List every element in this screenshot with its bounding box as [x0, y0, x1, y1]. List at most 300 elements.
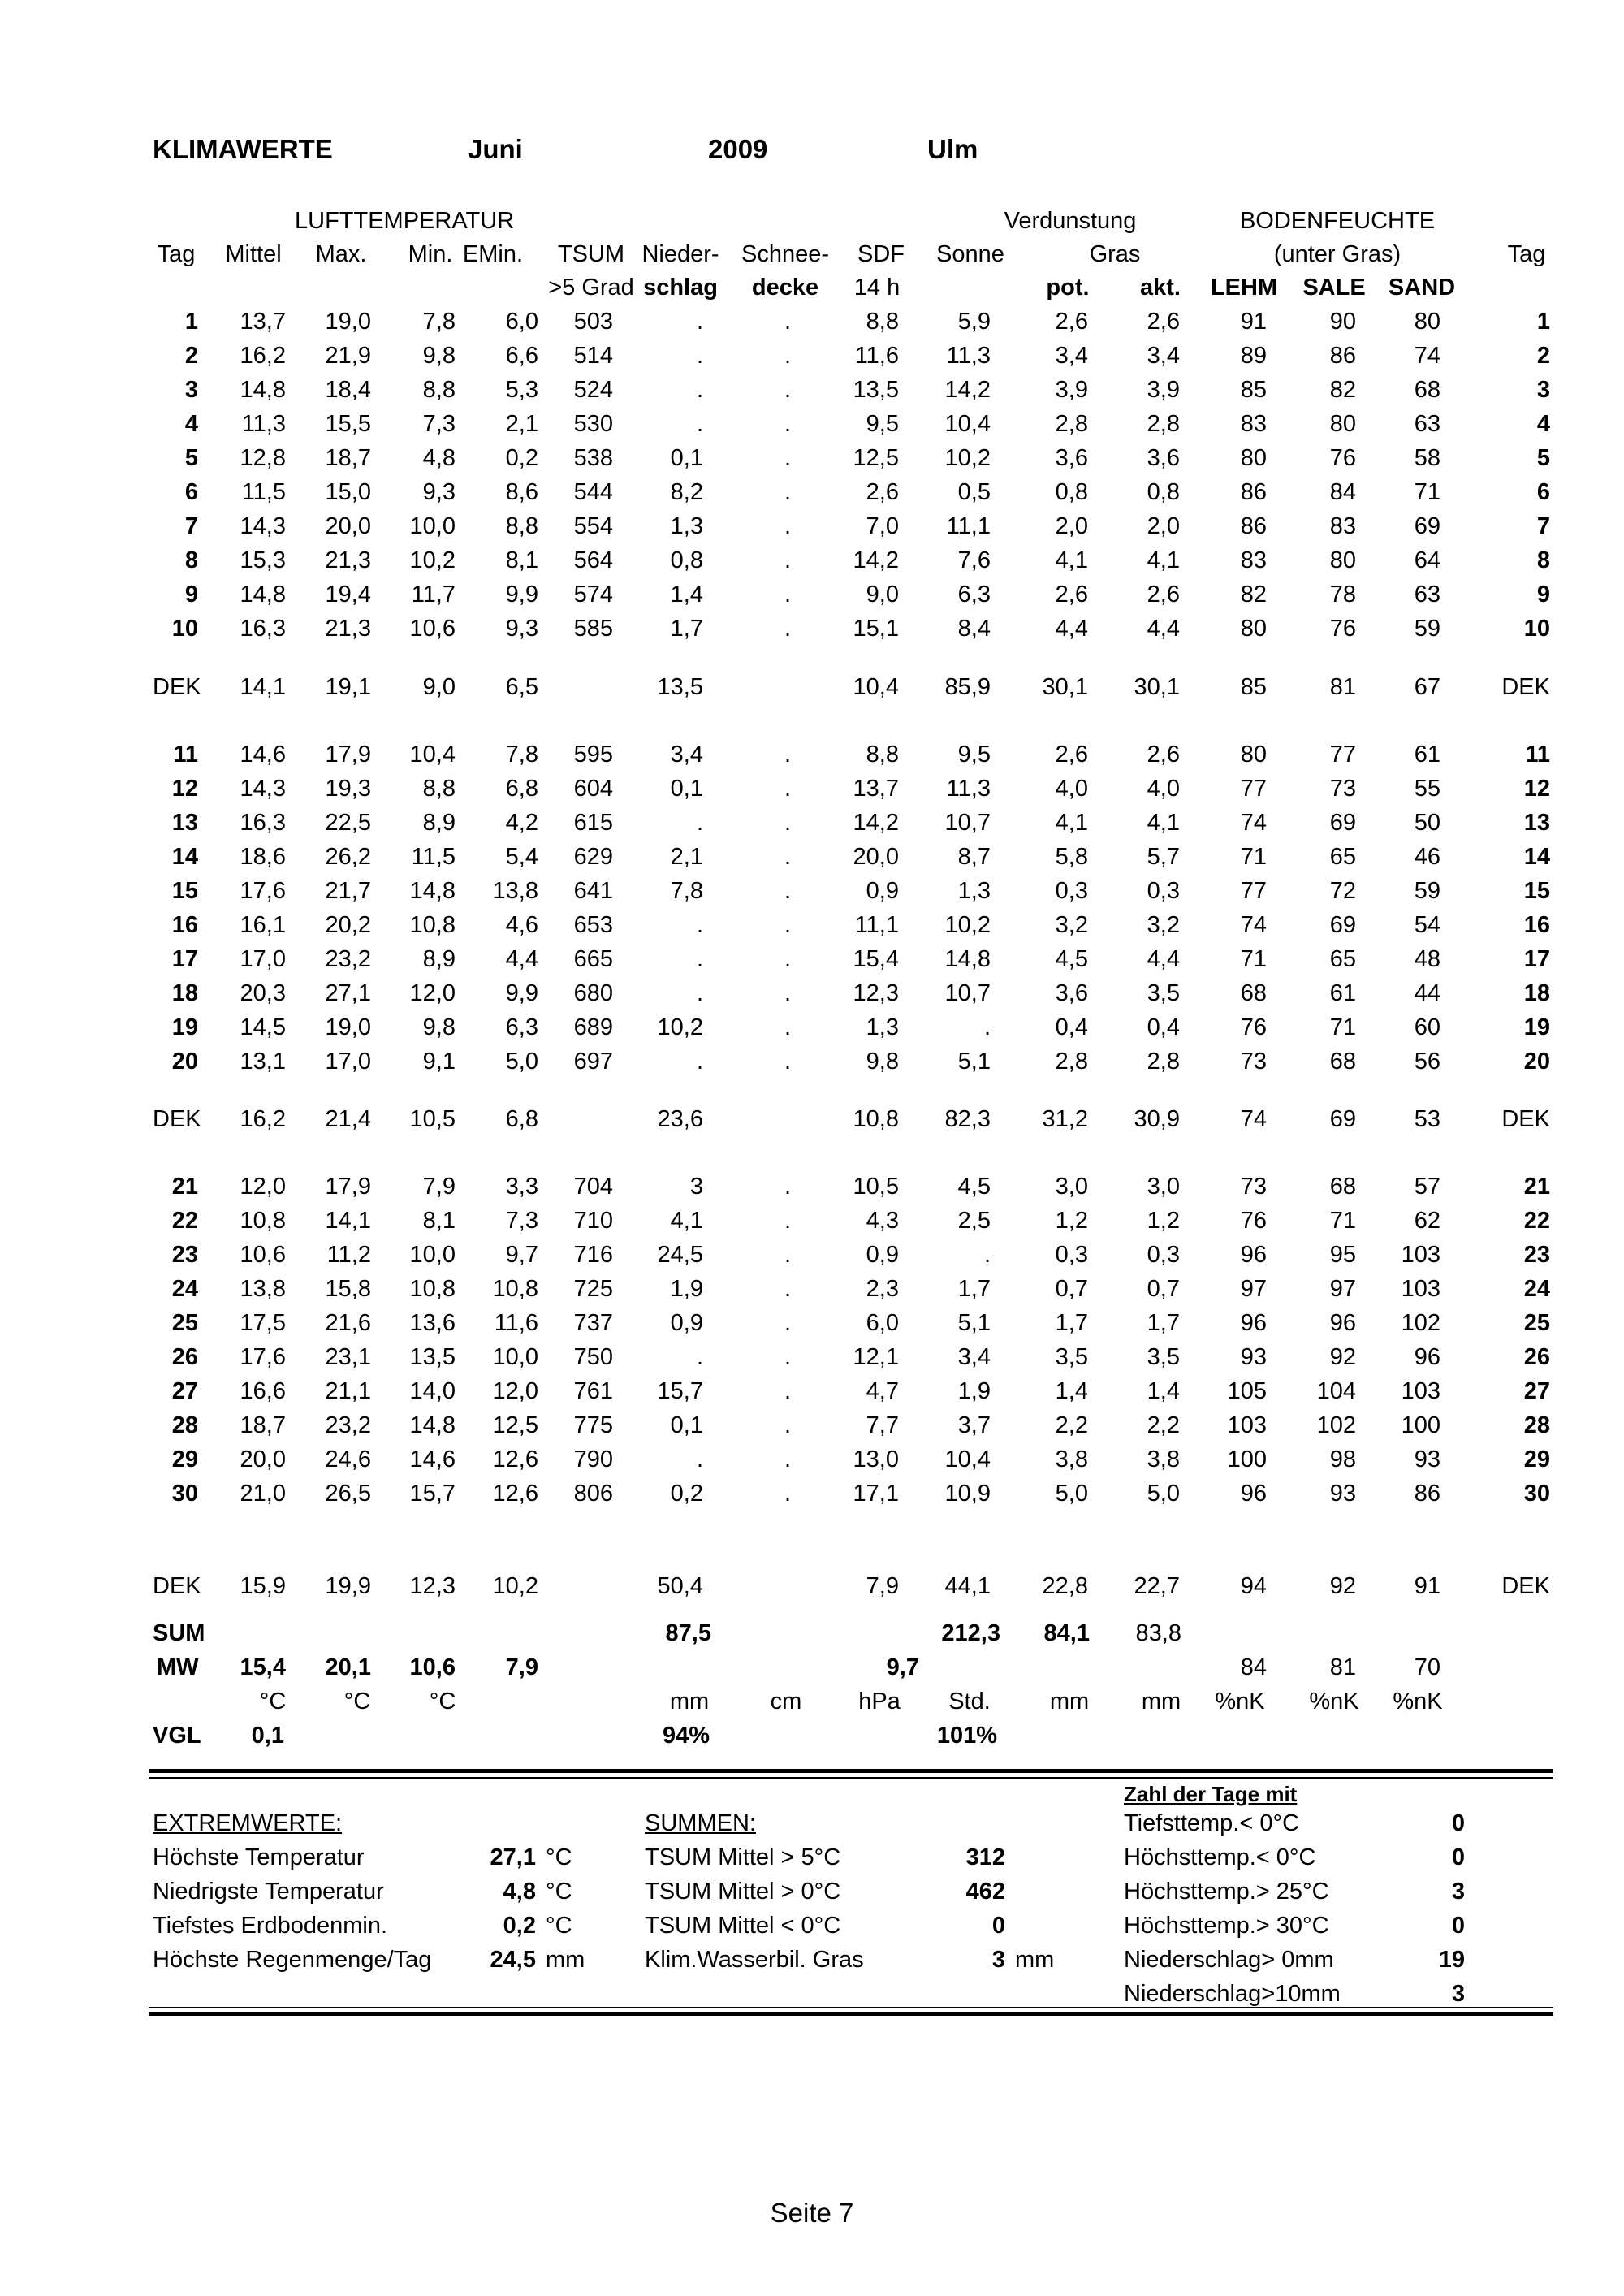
cell-sale: 68 [1329, 1049, 1356, 1074]
cell-niederschlag: . [696, 377, 703, 403]
cell-tsum: 775 [573, 1412, 613, 1438]
cell-max: 15,0 [325, 479, 371, 505]
cell-tsum: 604 [573, 776, 613, 802]
cell-lehm: 85 [1240, 674, 1267, 700]
cell-lehm: 68 [1240, 980, 1267, 1006]
cell-sale: 65 [1329, 946, 1356, 972]
sum-pot: 84,1 [1043, 1620, 1090, 1646]
cell-mittel: 16,6 [240, 1378, 286, 1404]
cell-sdf: 10,4 [853, 674, 899, 700]
header-schnee: Schnee- [741, 241, 830, 267]
cell-verdunstung-pot: 1,4 [1055, 1378, 1088, 1404]
cell-sdf: 2,6 [866, 479, 899, 505]
cell-schneedecke: . [784, 411, 792, 437]
unit-mittel: °C [259, 1688, 287, 1714]
cell-sale: 82 [1329, 377, 1356, 403]
cell-mittel: 14,8 [240, 582, 286, 608]
cell-verdunstung-akt: 5,0 [1147, 1481, 1180, 1507]
cell-tag-right: 16 [1523, 912, 1550, 938]
cell-verdunstung-akt: 0,4 [1147, 1014, 1180, 1040]
cell-tag: 8 [184, 547, 198, 573]
cell-max: 15,8 [325, 1276, 371, 1302]
divider-bottom-thin [149, 2007, 1553, 2008]
cell-tag-right: 25 [1523, 1310, 1550, 1336]
title-label: KLIMAWERTE [153, 134, 333, 164]
cell-sdf: 12,3 [853, 980, 899, 1006]
cell-verdunstung-pot: 5,0 [1055, 1481, 1088, 1507]
cell-verdunstung-pot: 3,6 [1055, 445, 1088, 471]
cell-niederschlag: . [696, 912, 703, 938]
cell-min: 13,5 [409, 1344, 456, 1370]
cell-verdunstung-akt: 22,7 [1134, 1573, 1180, 1599]
cell-sdf: 7,0 [866, 513, 899, 539]
summen-value: 0 [991, 1913, 1005, 1939]
cell-sdf: 9,0 [866, 582, 899, 608]
cell-emin: 4,4 [505, 946, 538, 972]
cell-min: 12,3 [409, 1573, 456, 1599]
cell-lehm: 77 [1240, 776, 1267, 802]
cell-tag: 18 [171, 980, 198, 1006]
cell-mittel: 16,3 [240, 616, 286, 642]
cell-schneedecke: . [784, 513, 792, 539]
cell-sand: 55 [1414, 776, 1440, 802]
cell-tag-right: 1 [1536, 309, 1550, 335]
cell-min: 10,8 [409, 912, 456, 938]
cell-niederschlag: . [696, 411, 703, 437]
cell-min: 8,9 [422, 946, 456, 972]
cell-tag: 10 [171, 616, 198, 642]
unit-sale: %nK [1309, 1688, 1359, 1714]
cell-min: 14,6 [409, 1446, 456, 1472]
cell-sale: 65 [1329, 844, 1356, 870]
cell-schneedecke: . [784, 547, 792, 573]
cell-tag-right: 3 [1536, 377, 1550, 403]
cell-max: 19,9 [325, 1573, 371, 1599]
cell-verdunstung-akt: 3,9 [1147, 377, 1180, 403]
mw-emin: 7,9 [505, 1654, 538, 1680]
cell-tag: 21 [171, 1174, 198, 1200]
cell-sonne: 10,9 [944, 1481, 991, 1507]
cell-tag: 30 [171, 1481, 198, 1507]
cell-verdunstung-akt: 0,3 [1147, 878, 1180, 904]
cell-mittel: 12,0 [240, 1174, 286, 1200]
cell-verdunstung-akt: 2,6 [1147, 742, 1180, 767]
cell-lehm: 74 [1240, 912, 1267, 938]
cell-min: 10,8 [409, 1276, 456, 1302]
cell-lehm: 96 [1240, 1481, 1267, 1507]
zahl-label: Höchsttemp.< 0°C [1124, 1844, 1316, 1870]
cell-verdunstung-akt: 4,4 [1147, 616, 1180, 642]
cell-min: 15,7 [409, 1481, 456, 1507]
cell-sdf: 6,0 [866, 1310, 899, 1336]
cell-verdunstung-pot: 3,8 [1055, 1446, 1088, 1472]
cell-niederschlag: 0,9 [670, 1310, 703, 1336]
zahl-label: Niederschlag>10mm [1124, 1981, 1341, 2007]
cell-mittel: 18,6 [240, 844, 286, 870]
cell-emin: 5,0 [505, 1049, 538, 1074]
cell-tsum: 680 [573, 980, 613, 1006]
cell-schneedecke: . [784, 343, 792, 369]
cell-min: 11,5 [411, 844, 456, 870]
cell-min: 7,8 [422, 309, 456, 335]
extremwert-unit: °C [546, 1913, 572, 1939]
summen-heading: SUMMEN: [645, 1810, 756, 1836]
cell-verdunstung-akt: 4,0 [1147, 776, 1180, 802]
cell-min: 8,8 [422, 377, 456, 403]
cell-sdf: 10,5 [853, 1174, 899, 1200]
zahl-label: Niederschlag> 0mm [1124, 1947, 1334, 1973]
cell-tag-right: 30 [1523, 1481, 1550, 1507]
cell-mittel: 16,3 [240, 810, 286, 836]
cell-tag: 23 [171, 1242, 198, 1268]
cell-verdunstung-pot: 4,0 [1055, 776, 1088, 802]
cell-verdunstung-pot: 4,4 [1055, 616, 1088, 642]
cell-tsum: 514 [573, 343, 613, 369]
cell-niederschlag: 1,4 [670, 582, 703, 608]
cell-sand: 67 [1414, 674, 1440, 700]
cell-tag: 13 [171, 810, 198, 836]
summen-label: TSUM Mittel > 5°C [645, 1844, 841, 1870]
cell-max: 18,7 [325, 445, 371, 471]
header-min: Min. [408, 241, 453, 267]
cell-sdf: 13,7 [853, 776, 899, 802]
cell-sale: 71 [1329, 1208, 1356, 1234]
cell-max: 24,6 [325, 1446, 371, 1472]
cell-verdunstung-akt: 4,1 [1147, 810, 1180, 836]
cell-emin: 12,0 [492, 1378, 538, 1404]
cell-tag-right: 23 [1523, 1242, 1550, 1268]
cell-emin: 6,0 [505, 309, 538, 335]
mw-min: 10,6 [409, 1654, 456, 1680]
cell-niederschlag: 23,6 [657, 1106, 703, 1132]
cell-tsum: 737 [573, 1310, 613, 1336]
cell-min: 8,8 [422, 776, 456, 802]
cell-niederschlag: 1,7 [670, 616, 703, 642]
cell-schneedecke: . [784, 912, 792, 938]
cell-lehm: 74 [1240, 810, 1267, 836]
cell-min: 10,4 [409, 742, 456, 767]
cell-sdf: 9,8 [866, 1049, 899, 1074]
cell-emin: 4,2 [505, 810, 538, 836]
cell-sale: 73 [1329, 776, 1356, 802]
cell-niederschlag: 2,1 [670, 844, 703, 870]
cell-max: 26,2 [325, 844, 371, 870]
extremwert-value: 0,2 [503, 1913, 536, 1939]
cell-sale: 93 [1329, 1481, 1356, 1507]
mw-label: MW [157, 1654, 199, 1680]
cell-emin: 9,7 [505, 1242, 538, 1268]
cell-max: 21,3 [325, 547, 371, 573]
extremwert-value: 27,1 [490, 1844, 536, 1870]
cell-verdunstung-akt: 4,4 [1147, 946, 1180, 972]
cell-sonne: . [983, 1242, 991, 1268]
cell-tag: 26 [171, 1344, 198, 1370]
cell-sdf: 20,0 [853, 844, 899, 870]
cell-tsum: 750 [573, 1344, 613, 1370]
cell-sand: 86 [1414, 1481, 1440, 1507]
cell-sonne: 5,1 [957, 1049, 991, 1074]
cell-sdf: 0,9 [866, 1242, 899, 1268]
cell-sale: 69 [1329, 912, 1356, 938]
cell-verdunstung-pot: 3,9 [1055, 377, 1088, 403]
cell-min: 10,5 [409, 1106, 456, 1132]
cell-tag: 12 [171, 776, 198, 802]
mw-sdf: 9,7 [886, 1654, 919, 1680]
cell-emin: 11,6 [494, 1310, 538, 1336]
cell-tag-right: 9 [1536, 582, 1550, 608]
cell-sdf: 4,7 [866, 1378, 899, 1404]
cell-niederschlag: 15,7 [657, 1378, 703, 1404]
cell-tag-right: DEK [1501, 1106, 1550, 1132]
unit-min: °C [429, 1688, 456, 1714]
cell-lehm: 80 [1240, 616, 1267, 642]
mw-lehm: 84 [1240, 1654, 1267, 1680]
cell-verdunstung-akt: 2,2 [1147, 1412, 1180, 1438]
cell-emin: 8,8 [505, 513, 538, 539]
cell-tag-right: 26 [1523, 1344, 1550, 1370]
sum-akt: 83,8 [1135, 1620, 1181, 1646]
cell-emin: 3,3 [505, 1174, 538, 1200]
unit-akt: mm [1141, 1688, 1181, 1714]
cell-emin: 12,6 [492, 1481, 538, 1507]
cell-verdunstung-akt: 1,2 [1147, 1208, 1180, 1234]
cell-sonne: 10,2 [944, 912, 991, 938]
cell-verdunstung-akt: 1,4 [1147, 1378, 1180, 1404]
cell-sale: 69 [1329, 810, 1356, 836]
cell-min: 4,8 [422, 445, 456, 471]
cell-sand: 103 [1401, 1276, 1440, 1302]
cell-niederschlag: . [696, 980, 703, 1006]
cell-sand: 96 [1414, 1344, 1440, 1370]
cell-verdunstung-pot: 0,3 [1055, 1242, 1088, 1268]
title-station: Ulm [927, 134, 978, 164]
cell-mittel: 14,6 [240, 742, 286, 767]
cell-sand: 68 [1414, 377, 1440, 403]
cell-tag: 22 [171, 1208, 198, 1234]
cell-lehm: 73 [1240, 1174, 1267, 1200]
cell-tag-right: 19 [1523, 1014, 1550, 1040]
cell-mittel: 14,1 [240, 674, 286, 700]
cell-verdunstung-akt: 1,7 [1147, 1310, 1180, 1336]
cell-mittel: 12,8 [240, 445, 286, 471]
cell-verdunstung-akt: 2,0 [1147, 513, 1180, 539]
cell-mittel: 10,6 [240, 1242, 286, 1268]
cell-verdunstung-pot: 3,0 [1055, 1174, 1088, 1200]
cell-verdunstung-pot: 5,8 [1055, 844, 1088, 870]
cell-verdunstung-pot: 0,8 [1055, 479, 1088, 505]
cell-tag-right: 28 [1523, 1412, 1550, 1438]
cell-niederschlag: 0,2 [670, 1481, 703, 1507]
cell-mittel: 17,5 [240, 1310, 286, 1336]
cell-min: 9,8 [422, 343, 456, 369]
cell-schneedecke: . [784, 377, 792, 403]
cell-sonne: 85,9 [944, 674, 991, 700]
cell-max: 17,0 [325, 1049, 371, 1074]
cell-schneedecke: . [784, 445, 792, 471]
cell-tsum: 585 [573, 616, 613, 642]
cell-tsum: 574 [573, 582, 613, 608]
cell-tsum: 564 [573, 547, 613, 573]
cell-mittel: 21,0 [240, 1481, 286, 1507]
cell-sand: 59 [1414, 878, 1440, 904]
cell-sale: 72 [1329, 878, 1356, 904]
cell-emin: 10,8 [492, 1276, 538, 1302]
cell-max: 26,5 [325, 1481, 371, 1507]
cell-sonne: 11,3 [946, 343, 991, 369]
cell-max: 19,1 [325, 674, 371, 700]
cell-tag-right: 8 [1536, 547, 1550, 573]
vgl-mittel: 0,1 [251, 1723, 284, 1749]
cell-sonne: 3,4 [957, 1344, 991, 1370]
cell-max: 19,3 [325, 776, 371, 802]
cell-schneedecke: . [784, 1242, 792, 1268]
summen-value: 312 [965, 1844, 1005, 1870]
cell-sonne: 1,7 [957, 1276, 991, 1302]
cell-max: 20,0 [325, 513, 371, 539]
header-tsum-sub: >5 Grad [548, 275, 634, 301]
cell-schneedecke: . [784, 1378, 792, 1404]
cell-sonne: 14,2 [944, 377, 991, 403]
cell-verdunstung-pot: 2,6 [1055, 582, 1088, 608]
cell-tsum: 524 [573, 377, 613, 403]
cell-sdf: 8,8 [866, 742, 899, 767]
cell-sdf: 12,1 [853, 1344, 899, 1370]
cell-sdf: 13,0 [853, 1446, 899, 1472]
cell-verdunstung-pot: 3,2 [1055, 912, 1088, 938]
cell-sand: 64 [1414, 547, 1440, 573]
extremwert-unit: °C [546, 1879, 572, 1905]
zahl-value: 19 [1438, 1947, 1465, 1973]
cell-emin: 4,6 [505, 912, 538, 938]
cell-verdunstung-pot: 2,8 [1055, 1049, 1088, 1074]
cell-verdunstung-akt: 4,1 [1147, 547, 1180, 573]
cell-niederschlag: 3,4 [670, 742, 703, 767]
cell-min: 12,0 [409, 980, 456, 1006]
cell-emin: 2,1 [505, 411, 538, 437]
cell-lehm: 96 [1240, 1310, 1267, 1336]
cell-verdunstung-pot: 1,7 [1055, 1310, 1088, 1336]
cell-verdunstung-akt: 3,5 [1147, 1344, 1180, 1370]
cell-lehm: 93 [1240, 1344, 1267, 1370]
cell-tag: 5 [184, 445, 198, 471]
cell-sale: 86 [1329, 343, 1356, 369]
cell-niederschlag: 3 [689, 1174, 703, 1200]
cell-tag-right: 27 [1523, 1378, 1550, 1404]
cell-max: 23,2 [325, 1412, 371, 1438]
cell-tsum: 790 [573, 1446, 613, 1472]
cell-sdf: 14,2 [853, 810, 899, 836]
cell-sand: 63 [1414, 411, 1440, 437]
header-sdf-sub: 14 h [853, 275, 901, 301]
cell-sale: 80 [1329, 411, 1356, 437]
extremwerte-heading: EXTREMWERTE: [153, 1810, 343, 1836]
cell-schneedecke: . [784, 1014, 792, 1040]
cell-lehm: 86 [1240, 513, 1267, 539]
cell-verdunstung-akt: 3,6 [1147, 445, 1180, 471]
cell-lehm: 96 [1240, 1242, 1267, 1268]
cell-sand: 100 [1401, 1412, 1440, 1438]
header-tag-left: Tag [157, 241, 196, 267]
cell-sonne: 3,7 [957, 1412, 991, 1438]
cell-tag: 9 [184, 582, 198, 608]
cell-niederschlag: . [696, 309, 703, 335]
cell-tag: 4 [184, 411, 198, 437]
cell-verdunstung-akt: 2,8 [1147, 411, 1180, 437]
extremwert-unit: mm [546, 1947, 585, 1973]
cell-max: 18,4 [325, 377, 371, 403]
zahl-value: 0 [1451, 1844, 1465, 1870]
cell-schneedecke: . [784, 1310, 792, 1336]
cell-tsum: 704 [573, 1174, 613, 1200]
cell-emin: 9,9 [505, 582, 538, 608]
cell-sale: 83 [1329, 513, 1356, 539]
cell-sdf: 8,8 [866, 309, 899, 335]
cell-emin: 6,3 [505, 1014, 538, 1040]
cell-tag-right: 11 [1525, 742, 1550, 767]
cell-niederschlag: . [696, 1344, 703, 1370]
page-number: Seite 7 [770, 2198, 854, 2228]
cell-mittel: 14,8 [240, 377, 286, 403]
cell-tag: DEK [153, 1106, 201, 1132]
unit-sdf: hPa [858, 1688, 901, 1714]
cell-sonne: 10,4 [944, 1446, 991, 1472]
cell-max: 17,9 [325, 1174, 371, 1200]
cell-tsum: 615 [573, 810, 613, 836]
cell-sand: 61 [1414, 742, 1440, 767]
cell-sand: 91 [1414, 1573, 1440, 1599]
summen-label: Klim.Wasserbil. Gras [645, 1947, 864, 1973]
cell-sand: 58 [1414, 445, 1440, 471]
cell-sand: 57 [1414, 1174, 1440, 1200]
cell-tag-right: DEK [1501, 1573, 1550, 1599]
extremwert-label: Höchste Regenmenge/Tag [153, 1947, 432, 1973]
cell-tag: DEK [153, 1573, 201, 1599]
cell-verdunstung-pot: 3,4 [1055, 343, 1088, 369]
cell-emin: 5,3 [505, 377, 538, 403]
cell-sonne: 0,5 [957, 479, 991, 505]
cell-emin: 12,6 [492, 1446, 538, 1472]
cell-sale: 92 [1329, 1573, 1356, 1599]
cell-niederschlag: 0,8 [670, 547, 703, 573]
cell-min: 13,6 [409, 1310, 456, 1336]
cell-niederschlag: 24,5 [657, 1242, 703, 1268]
cell-emin: 12,5 [492, 1412, 538, 1438]
cell-mittel: 11,5 [241, 479, 286, 505]
cell-sdf: 1,3 [866, 1014, 899, 1040]
cell-verdunstung-pot: 2,0 [1055, 513, 1088, 539]
extremwert-label: Niedrigste Temperatur [153, 1879, 384, 1905]
cell-verdunstung-pot: 3,5 [1055, 1344, 1088, 1370]
cell-sonne: 82,3 [944, 1106, 991, 1132]
cell-max: 19,0 [325, 309, 371, 335]
cell-niederschlag: . [696, 946, 703, 972]
cell-tag: DEK [153, 674, 201, 700]
cell-sonne: 6,3 [957, 582, 991, 608]
cell-sale: 68 [1329, 1174, 1356, 1200]
cell-niederschlag: 1,9 [670, 1276, 703, 1302]
cell-tsum: 716 [573, 1242, 613, 1268]
unit-schnee: cm [770, 1688, 802, 1714]
extremwert-label: Höchste Temperatur [153, 1844, 365, 1870]
cell-tsum: 697 [573, 1049, 613, 1074]
cell-verdunstung-akt: 2,6 [1147, 309, 1180, 335]
summen-value: 3 [991, 1947, 1005, 1973]
cell-schneedecke: . [784, 1446, 792, 1472]
cell-lehm: 91 [1240, 309, 1267, 335]
summen-unit: mm [1015, 1947, 1055, 1973]
cell-tag-right: 10 [1523, 616, 1550, 642]
mw-sale: 81 [1329, 1654, 1356, 1680]
